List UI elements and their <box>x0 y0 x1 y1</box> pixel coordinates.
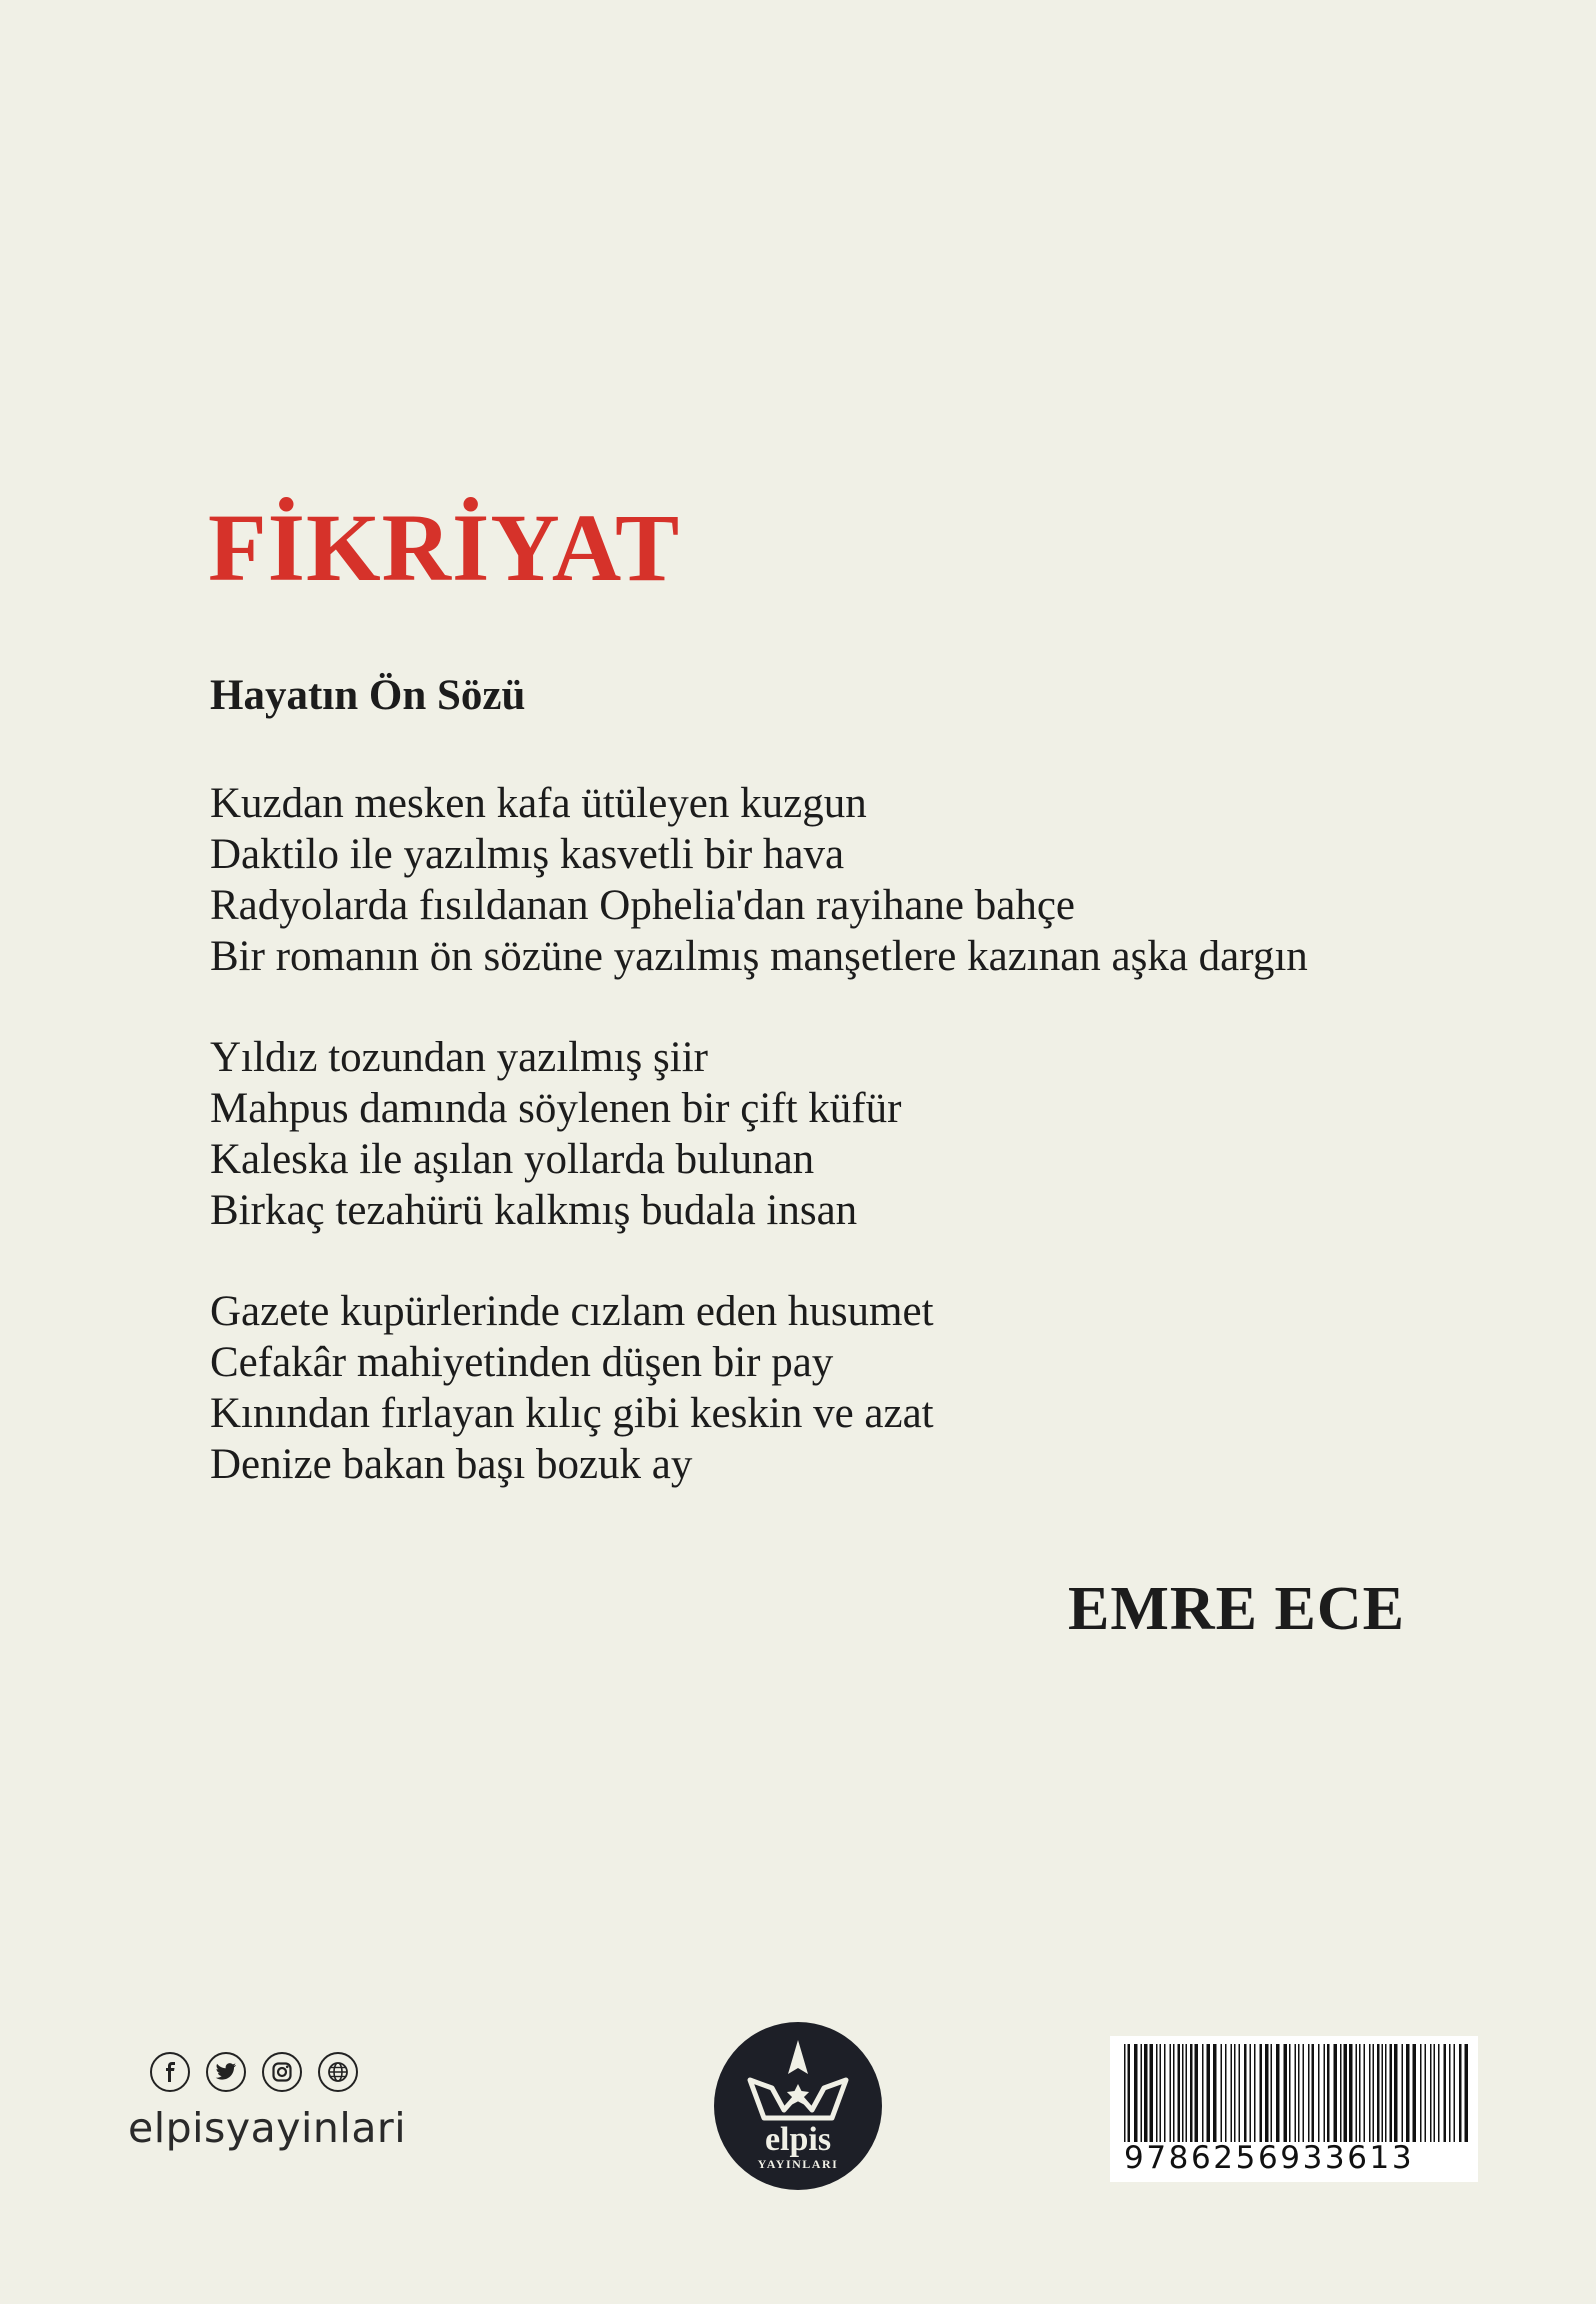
barcode-bar <box>1425 2044 1427 2142</box>
barcode-bar <box>1150 2044 1154 2142</box>
barcode-bar <box>1271 2044 1273 2142</box>
barcode-bar <box>1327 2044 1330 2142</box>
poem-line: Kuzdan mesken kafa ütüleyen kuzgun <box>210 780 867 827</box>
barcode-bar <box>1284 2044 1288 2142</box>
social-block <box>128 2052 407 2152</box>
barcode-bar <box>1430 2044 1432 2142</box>
poem-body <box>210 778 1308 1490</box>
barcode-bar <box>1160 2044 1162 2142</box>
barcode-bar <box>1141 2044 1143 2142</box>
barcode-bar <box>1349 2044 1353 2142</box>
social-icons <box>150 2052 398 2092</box>
barcode-bar <box>1318 2044 1320 2142</box>
twitter-icon[interactable] <box>206 2052 246 2092</box>
barcode-bar <box>1173 2044 1175 2142</box>
stanza <box>210 1286 1308 1490</box>
barcode-bar <box>1385 2044 1387 2142</box>
barcode-bar <box>1344 2044 1348 2142</box>
barcode-bar <box>1202 2044 1204 2142</box>
barcode-bar <box>1128 2044 1131 2142</box>
poem-title: Hayatın Ön Sözü <box>210 672 526 719</box>
publisher-logo <box>714 2022 882 2190</box>
barcode-bar <box>1239 2044 1241 2142</box>
barcode-bar <box>1369 2044 1371 2142</box>
poem-line: Denize bakan başı bozuk ay <box>210 1441 693 1488</box>
poem-line: Cefakâr mahiyetinden düşen bir pay <box>210 1339 834 1386</box>
barcode-bar <box>1225 2044 1227 2142</box>
barcode-bar <box>1356 2044 1358 2142</box>
barcode-bar <box>1260 2044 1263 2142</box>
barcode-bar <box>1134 2044 1138 2142</box>
stanza <box>210 778 1308 982</box>
barcode-bar <box>1382 2044 1384 2142</box>
isbn-barcode <box>1110 2036 1478 2182</box>
barcode-bar <box>1221 2044 1223 2142</box>
author-name: EMRE ECE <box>1068 1575 1405 1643</box>
barcode-bar <box>1156 2044 1158 2142</box>
barcode-bar <box>1178 2044 1181 2142</box>
barcode-bar <box>1334 2044 1338 2142</box>
barcode-bar <box>1244 2044 1247 2142</box>
barcode-bar <box>1449 2044 1451 2142</box>
barcode-bar <box>1182 2044 1184 2142</box>
book-title: FİKRİYAT <box>208 494 681 601</box>
barcode-bar <box>1340 2044 1342 2142</box>
barcode-bar <box>1234 2044 1236 2142</box>
barcode-bar <box>1254 2044 1256 2142</box>
stanza <box>210 1032 1308 1236</box>
poem-line: Bir romanın ön sözüne yazılmış manşetlere kazınan aşka dargın <box>210 933 1308 980</box>
barcode-bar <box>1454 2044 1456 2142</box>
facebook-icon[interactable] <box>150 2052 190 2092</box>
barcode-bar <box>1195 2044 1199 2142</box>
poem-line: Radyolarda fısıldanan Ophelia'dan rayihane bahçe <box>210 882 1075 929</box>
barcode-bar <box>1359 2044 1361 2142</box>
barcode-bar <box>1289 2044 1291 2142</box>
barcode-bar <box>1434 2044 1436 2142</box>
barcode-bar <box>1364 2044 1366 2142</box>
barcode-bar <box>1465 2044 1469 2142</box>
globe-icon[interactable] <box>318 2052 358 2092</box>
barcode-bar <box>1420 2044 1422 2142</box>
barcode-bar <box>1250 2044 1252 2142</box>
poem-line: Gazete kupürlerinde cızlam eden husumet <box>210 1288 934 1335</box>
barcode-bar <box>1231 2044 1233 2142</box>
barcode-bar <box>1265 2044 1269 2142</box>
barcode-bar <box>1394 2044 1398 2142</box>
barcode-digits: 9786256933613 <box>1124 2140 1415 2176</box>
barcode-bar <box>1390 2044 1393 2142</box>
poem-line: Daktilo ile yazılmış kasvetli bir hava <box>210 831 845 878</box>
barcode-bar <box>1377 2044 1380 2142</box>
poem-line: Kaleska ile aşılan yollarda bulunan <box>210 1136 815 1183</box>
barcode-bar <box>1406 2044 1410 2142</box>
logo-subtext: YAYINLARI <box>757 2157 839 2171</box>
instagram-icon[interactable] <box>262 2052 302 2092</box>
barcode-bar <box>1276 2044 1280 2142</box>
barcode-bar <box>1164 2044 1166 2142</box>
poem-line: Yıldız tozundan yazılmış şiir <box>210 1034 708 1081</box>
barcode-bar <box>1207 2044 1211 2142</box>
logo-wordmark: elpis <box>764 2121 832 2158</box>
barcode-bar <box>1144 2044 1148 2142</box>
barcode-bar <box>1308 2044 1310 2142</box>
barcode-bar <box>1295 2044 1297 2142</box>
barcode-bar <box>1459 2044 1462 2142</box>
barcode-bar <box>1298 2044 1300 2142</box>
barcode-bar <box>1402 2044 1404 2142</box>
barcode-bar <box>1213 2044 1217 2142</box>
barcode-bar <box>1413 2044 1417 2142</box>
barcode-bar <box>1124 2044 1126 2142</box>
barcode-bar <box>1170 2044 1172 2142</box>
poem-line: Birkaç tezahürü kalkmış budala insan <box>210 1187 858 1234</box>
barcode-bar <box>1303 2044 1305 2142</box>
barcode-bar <box>1190 2044 1193 2142</box>
barcode-bar <box>1444 2044 1447 2142</box>
barcode-bar <box>1373 2044 1375 2142</box>
barcode-bar <box>1186 2044 1188 2142</box>
social-handle[interactable]: elpisyayinlari <box>128 2104 407 2152</box>
barcode-bar <box>1438 2044 1440 2142</box>
poem-line: Kınından fırlayan kılıç gibi keskin ve azat <box>210 1390 934 1437</box>
barcode-bar <box>1312 2044 1315 2142</box>
poem-line: Mahpus damında söylenen bir çift küfür <box>210 1085 902 1132</box>
barcode-bar <box>1324 2044 1326 2142</box>
